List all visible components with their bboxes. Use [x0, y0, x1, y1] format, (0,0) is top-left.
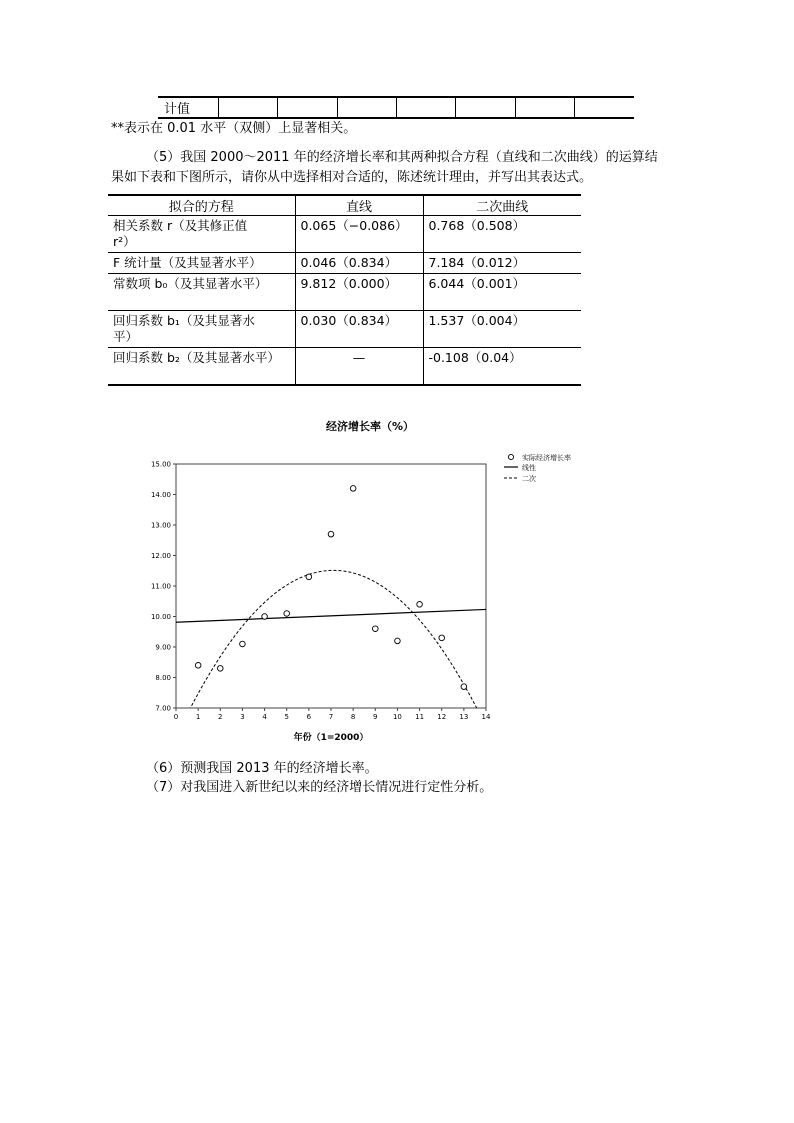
- linear-fit-line: [176, 609, 486, 622]
- data-point: [328, 531, 334, 537]
- y-tick-label: 12.00: [150, 552, 171, 560]
- x-tick-label: 9: [373, 713, 378, 721]
- significance-note: **表示在 0.01 水平（双侧）上显著相关。: [111, 121, 357, 136]
- linear-value: 0.030（0.834）: [295, 311, 423, 348]
- linear-value: —: [295, 348, 423, 385]
- x-tick-label: 1: [195, 713, 201, 721]
- x-tick-label: 0: [173, 713, 179, 721]
- data-point: [395, 638, 401, 644]
- y-tick-label: 10.00: [150, 613, 171, 621]
- x-tick-label: 7: [328, 713, 334, 721]
- header-quadratic: 二次曲线: [423, 195, 581, 216]
- linear-value: 9.812（0.000）: [295, 274, 423, 311]
- quadratic-value: 1.537（0.004）: [423, 311, 581, 348]
- table-cell-label: 计值: [164, 102, 191, 117]
- legend-label-linear: 线性: [522, 464, 536, 472]
- legend-label-points: 实际经济增长率: [522, 454, 571, 462]
- x-tick-label: 8: [350, 713, 356, 721]
- quadratic-value: -0.108（0.04）: [423, 348, 581, 385]
- y-tick-label: 14.00: [150, 491, 171, 499]
- x-tick-label: 2: [218, 713, 223, 721]
- x-axis-label: 年份（1=2000）: [293, 733, 369, 743]
- question-6: （6）预测我国 2013 年的经济增长率。: [146, 761, 378, 776]
- linear-value: 0.065（−0.086）: [295, 216, 423, 253]
- data-point: [372, 626, 378, 632]
- question-7: （7）对我国进入新世纪以来的经济增长情况进行定性分析。: [146, 780, 493, 795]
- x-tick-label: 6: [306, 713, 312, 721]
- data-point: [350, 486, 356, 492]
- data-point: [417, 602, 423, 608]
- row-label: 常数项 b₀（及其显著水平）: [108, 274, 295, 311]
- x-tick-label: 4: [262, 713, 267, 721]
- x-tick-label: 11: [415, 713, 425, 721]
- data-point: [195, 663, 201, 669]
- x-tick-label: 14: [481, 713, 491, 721]
- x-tick-label: 10: [392, 713, 402, 721]
- y-tick-label: 13.00: [150, 521, 171, 530]
- y-tick-label: 8.00: [155, 674, 171, 682]
- row-label: F 统计量（及其显著水平）: [108, 253, 295, 274]
- x-tick-label: 5: [284, 713, 289, 721]
- header-linear: 直线: [295, 195, 423, 216]
- quadratic-value: 7.184（0.012）: [423, 253, 581, 274]
- data-point: [284, 611, 290, 617]
- x-tick-label: 3: [240, 713, 245, 721]
- data-point: [461, 684, 467, 690]
- row-label-line: 平）: [113, 329, 139, 344]
- data-point: [439, 635, 445, 641]
- row-label-line: 回归系数 b₁（及其显著水: [113, 313, 255, 328]
- data-point: [262, 614, 268, 620]
- question-5-line-2: 果如下表和下图所示，请你从中选择相对合适的，陈述统计理由，并写出其表达式。: [111, 170, 593, 185]
- quadratic-value: 0.768（0.508）: [423, 216, 581, 253]
- x-tick-label: 13: [459, 713, 469, 721]
- y-tick-label: 9.00: [155, 643, 171, 652]
- header-equation: 拟合的方程: [108, 195, 295, 216]
- data-point: [217, 666, 223, 672]
- y-tick-label: 11.00: [150, 582, 171, 591]
- question-5-line-1: （5）我国 2000～2011 年的经济增长率和其两种拟合方程（直线和二次曲线）的运算结: [146, 150, 658, 165]
- linear-value: 0.046（0.834）: [295, 253, 423, 274]
- row-label-line: r²）: [113, 234, 136, 249]
- x-tick-label: 12: [437, 713, 447, 721]
- quadratic-value: 6.044（0.001）: [423, 274, 581, 311]
- plot-frame: [176, 464, 486, 708]
- row-label-line: 相关系数 r（及其修正值: [113, 218, 248, 233]
- legend-label-quadratic: 二次: [522, 475, 536, 483]
- data-point: [240, 641, 246, 647]
- data-point: [306, 574, 312, 580]
- row-label: 回归系数 b₂（及其显著水平）: [113, 350, 280, 365]
- y-tick-label: 15.00: [150, 460, 171, 469]
- legend-marker-points: [508, 454, 513, 459]
- y-tick-label: 7.00: [155, 704, 171, 713]
- chart-title: 经济增长率（%）: [325, 420, 415, 433]
